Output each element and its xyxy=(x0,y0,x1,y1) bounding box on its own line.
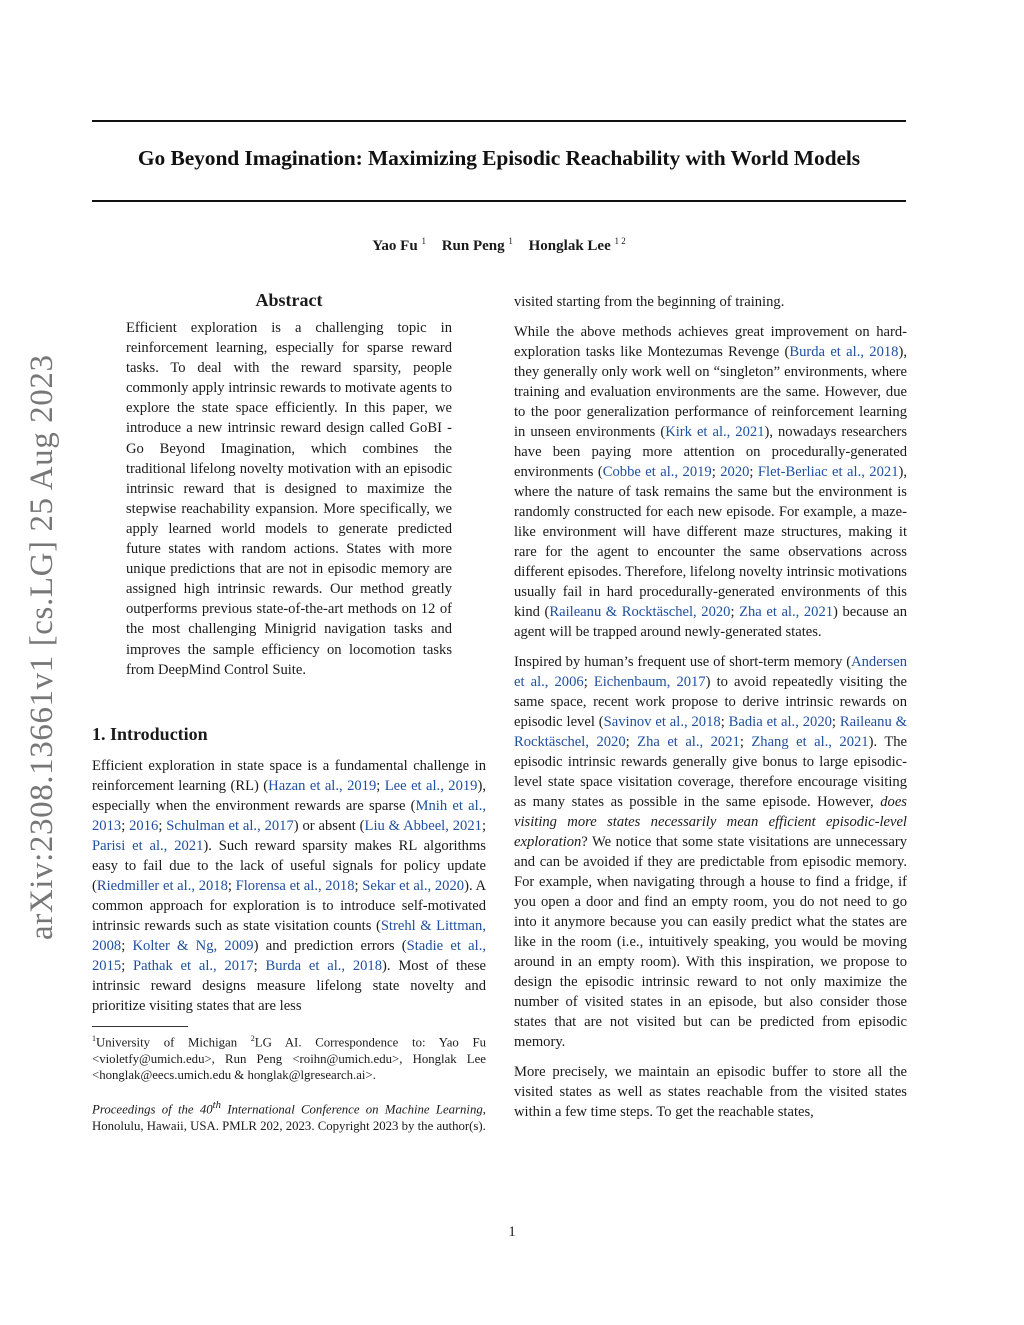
page-number: 1 xyxy=(508,1224,516,1240)
affiliation-footnote: $^1$University of Michigan $^2$LG AI. Correspondence to: Yao Fu <violetfy@umich.edu>, Run Peng <roihn@umich.edu>, Honglak Lee <honglak@eecs.umich.edu & honglak@lgresearch.ai>. xyxy=(92,1033,486,1083)
abstract-text: Efficient exploration is a challenging topic in reinforcement learning, especially for sparse reward tasks. To deal with the reward sparsity, people commonly apply intrinsic rewards to motivate agents to explore the state space efficiently. In this paper, we introduce a new intrinsic reward design called GoBI - Go Beyond Imagination, which combines the traditional lifelong novelty motivation with an episodic intrinsic reward that is designed to maximize the stepwise reachability expansion. More specifically, we apply learned world models to generate predicted future states with random actions. States with more unique predictions that are not in episodic memory are assigned high intrinsic rewards. Our method greatly outperforms previous state-of-the-art methods on 12 of the most challenging Minigrid navigation tasks and improves the sample efficiency on locomotion tasks from DeepMind Control Suite. xyxy=(126,320,452,678)
abstract-heading: Abstract xyxy=(255,290,323,310)
citation-link[interactable]: Parisi et al., 2021 xyxy=(92,837,204,854)
citation-link[interactable]: Kolter & Ng, 2009 xyxy=(132,937,254,954)
paper-title: Go Beyond Imagination: Maximizing Episodic Reachability with World Models xyxy=(137,146,861,170)
citation-link[interactable]: Raileanu & Rocktäschel, 2020 xyxy=(549,604,731,620)
author-yao-fu: Yao Fu $^1$ xyxy=(372,236,426,254)
author-honglak-lee: Honglak Lee $^{1 2}$ xyxy=(528,236,626,254)
title-top-rule xyxy=(92,120,906,122)
arxiv-identifier-stamp: arXiv:2308.13661v1 [cs.LG] 25 Aug 2023 xyxy=(24,354,60,940)
citation-link[interactable]: Flet-Berliac et al., 2021 xyxy=(757,464,899,480)
citation-link[interactable]: Kirk et al., 2021 xyxy=(665,424,765,440)
citation-link[interactable]: Zha et al., 2021 xyxy=(637,734,740,750)
citation-link[interactable]: Zhang et al., 2021 xyxy=(751,734,869,750)
citation-link[interactable]: Burda et al., 2018 xyxy=(265,957,383,974)
citation-link[interactable]: Lee et al., 2019 xyxy=(384,777,478,794)
right-paragraph-0: visited starting from the beginning of training. xyxy=(514,294,785,310)
citation-link[interactable]: Badia et al., 2020 xyxy=(728,714,832,730)
citation-link[interactable]: Eichenbaum, 2017 xyxy=(593,674,706,690)
right-paragraph-2: Inspired by human’s frequent use of short-term memory (Andersen et al., 2006; Eichenbaum, 2017) to avoid repeatedly visiting the same space, recent work propose to derive intrinsic rewards on episodic level (Savinov et al., 2018; Badia et al., 2020; Raileanu & Rocktäschel, 2020; Zha et al., 2021; Zhang et al., 2021). The episodic intrinsic rewards generally give bonus to large episodic-level state space visitation coverage, therefore encourage visiting as many states as possible in the same episode. However, does visiting more states necessarily mean efficient episodic-level exploration? We notice that some state visitations are unnecessary and can be avoided if they are predictable from episodic memory. For example, when navigating through a house to find a fridge, if you open a door and find an empty room, you do not need to go into it anymore because you can easily predict what the states are like in the room (i.e., intuitively speaking, you would be moving around in an empty room). With this inspiration, we propose to design the episodic intrinsic reward to not only maximize the number of visited states in an episode, but also consider those states that are not visited but can be predicted from episodic memory. xyxy=(514,654,908,1050)
citation-link[interactable]: Sekar et al., 2020 xyxy=(362,877,465,894)
citation-link[interactable]: Riedmiller et al., 2018 xyxy=(96,877,228,894)
citation-link[interactable]: Florensa et al., 2018 xyxy=(235,877,355,894)
citation-link[interactable]: Andersen et al., 2006 xyxy=(514,654,907,690)
citation-link[interactable]: Strehl & Littman, 2008 xyxy=(92,917,486,954)
footnote-rule xyxy=(92,1026,188,1027)
introduction-heading: 1. Introduction xyxy=(92,723,208,744)
italic-question: does visiting more states necessarily mean efficient episodic-level exploration xyxy=(514,794,907,850)
citation-link[interactable]: Stadie et al., 2015 xyxy=(92,937,486,974)
citation-link[interactable]: 2016 xyxy=(129,817,159,834)
citation-link[interactable]: Savinov et al., 2018 xyxy=(603,714,721,730)
citation-link[interactable]: Mnih et al., 2013 xyxy=(92,797,486,834)
citation-link[interactable]: Liu & Abbeel, 2021 xyxy=(364,817,482,834)
right-column xyxy=(514,292,907,1132)
title-bottom-rule xyxy=(92,200,906,202)
right-paragraph-1: While the above methods achieves great improvement on hard-exploration tasks like Montezumas Revenge (Burda et al., 2018), they generally only work well on “singleton” environments, where training and evaluation environments are the same. However, due to the poor generalization performance of reinforcement learning in unseen environments (Kirk et al., 2021), nowadays researchers have been paying more attention on procedurally-generated environments (Cobbe et al., 2019; 2020; Flet-Berliac et al., 2021), where the nature of task remains the same but the environment is randomly constructed for each new episode. For example, a maze-like environment will have different maze structures, making it rare for the agent to encounter the same observations across different episodes. Therefore, lifelong novelty intrinsic motivations usually fail in hard procedurally-generated environments of this kind (Raileanu & Rocktäschel, 2020; Zha et al., 2021) because an agent will be trapped around newly-generated states. xyxy=(514,324,908,640)
proceedings-note: Proceedings of the 40th International Conference on Machine Learning, Honolulu, Hawaii, USA. PMLR 202, 2023. Copyright 2023 by the author(s). xyxy=(92,1099,486,1133)
author-list xyxy=(92,236,906,255)
citation-link[interactable]: Pathak et al., 2017 xyxy=(133,957,254,974)
citation-link[interactable]: Zha et al., 2021 xyxy=(739,604,834,620)
citation-link[interactable]: 2020 xyxy=(720,464,750,480)
citation-link[interactable]: Cobbe et al., 2019 xyxy=(602,464,712,480)
right-paragraph-3: More precisely, we maintain an episodic buffer to store all the visited states as well as states reachable from the visited states within a few time steps. To get the reachable states, xyxy=(514,1064,907,1120)
citation-link[interactable]: Raileanu & Rocktäschel, 2020 xyxy=(514,714,907,750)
citation-link[interactable]: Burda et al., 2018 xyxy=(789,344,899,360)
left-column xyxy=(92,290,486,1134)
citation-link[interactable]: Hazan et al., 2019 xyxy=(268,777,377,794)
intro-paragraph-1: Efficient exploration in state space is a fundamental challenge in reinforcement learning (RL) (Hazan et al., 2019; Lee et al., 2019), especially when the environment rewards are sparse (Mnih et al., 2013; 2016; Schulman et al., 2017) or absent (Liu & Abbeel, 2021; Parisi et al., 2021). Such reward sparsity makes RL algorithms easy to fail due to the lack of useful signals for policy update (Riedmiller et al., 2018; Florensa et al., 2018; Sekar et al., 2020). A common approach for exploration is to introduce self-motivated intrinsic rewards such as state visitation counts (Strehl & Littman, 2008; Kolter & Ng, 2009) and prediction errors (Stadie et al., 2015; Pathak et al., 2017; Burda et al., 2018). Most of these intrinsic reward designs measure lifelong state novelty and prioritize visiting states that are less xyxy=(92,757,487,1014)
author-run-peng: Run Peng $^1$ xyxy=(441,236,513,254)
citation-link[interactable]: Schulman et al., 2017 xyxy=(166,817,294,834)
